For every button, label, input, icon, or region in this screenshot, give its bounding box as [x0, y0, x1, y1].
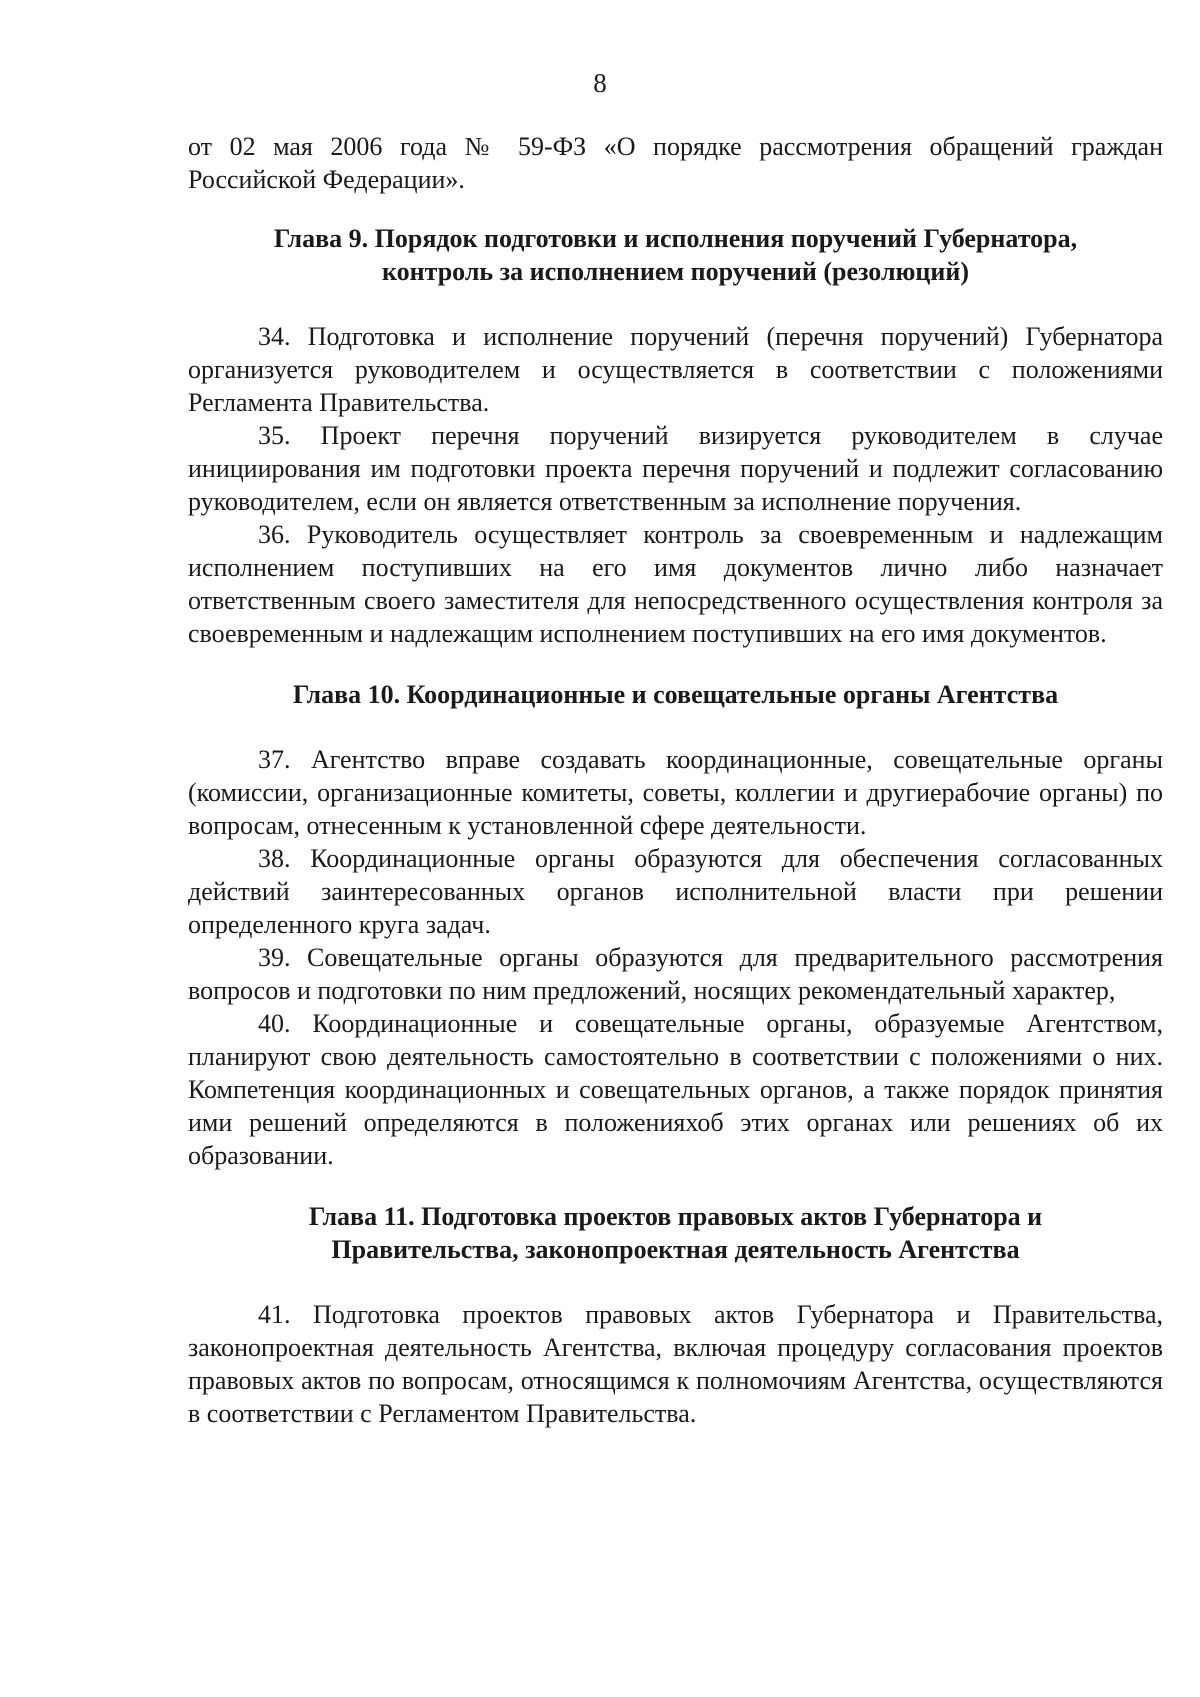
paragraph-39: 39. Совещательные органы образуются для предварительного рассмотрения вопросов и подготовки по ним предложений, носящих рекомендательный характер,	[188, 943, 1163, 1005]
document-body	[188, 130, 1163, 1430]
page-number: 8	[593, 68, 607, 98]
chapter-11-heading	[188, 1200, 1163, 1266]
paragraph-37: 37. Агентство вправе создавать координационные, совещательные органы (комиссии, организационные комитеты, советы, коллегии и другиерабочие органы) по вопросам, отнесенным к установленной сфере деятельности.	[188, 745, 1163, 840]
chapter-9-title-line-2: контроль за исполнением поручений (резолюций)	[382, 257, 969, 286]
paragraph-40: 40. Координационные и совещательные органы, образуемые Агентством, планируют свою деятельность самостоятельно в соответствии с положениями о них. Компетенция координационных и совещательных органов, а также порядок принятия ими решений определяются в положенияхоб этих органах или решениях об их образовании.	[188, 1009, 1163, 1170]
paragraph-41: 41. Подготовка проектов правовых актов Губернатора и Правительства, законопроектная деятельность Агентства, включая процедуру согласования проектов правовых актов по вопросам, относящимся к полномочиям Агентства, осуществляются в соответствии с Регламентом Правительства.	[188, 1300, 1163, 1428]
chapter-11-title-line-2: Правительства, законопроектная деятельность Агентства	[331, 1235, 1020, 1264]
chapter-11-title-line-1: Глава 11. Подготовка проектов правовых актов Губернатора и	[308, 1202, 1043, 1231]
chapter-9-title-line-1: Глава 9. Порядок подготовки и исполнения поручений Губернатора,	[273, 224, 1078, 253]
paragraph-34: 34. Подготовка и исполнение поручений (перечня поручений) Губернатора организуется руководителем и осуществляется в соответствии с положениями Регламента Правительства.	[188, 322, 1163, 417]
chapter-10-heading: Глава 10. Координационные и совещательные органы Агентства	[292, 680, 1059, 709]
intro-paragraph: от 02 мая 2006 года № 59-ФЗ «О порядке рассмотрения обращений граждан Российской Федерации».	[188, 132, 1163, 194]
paragraph-36: 36. Руководитель осуществляет контроль за своевременным и надлежащим исполнением поступивших на его имя документов лично либо назначает ответственным своего заместителя для непосредственного осуществления контроля за своевременным и надлежащим исполнением поступивших на его имя документов.	[188, 520, 1163, 648]
chapter-9-heading	[188, 222, 1163, 288]
paragraph-35: 35. Проект перечня поручений визируется руководителем в случае инициирования им подготовки проекта перечня поручений и подлежит согласованию руководителем, если он является ответственным за исполнение поручения.	[188, 421, 1163, 516]
paragraph-38: 38. Координационные органы образуются для обеспечения согласованных действий заинтересованных органов исполнительной власти при решении определенного круга задач.	[188, 844, 1163, 939]
